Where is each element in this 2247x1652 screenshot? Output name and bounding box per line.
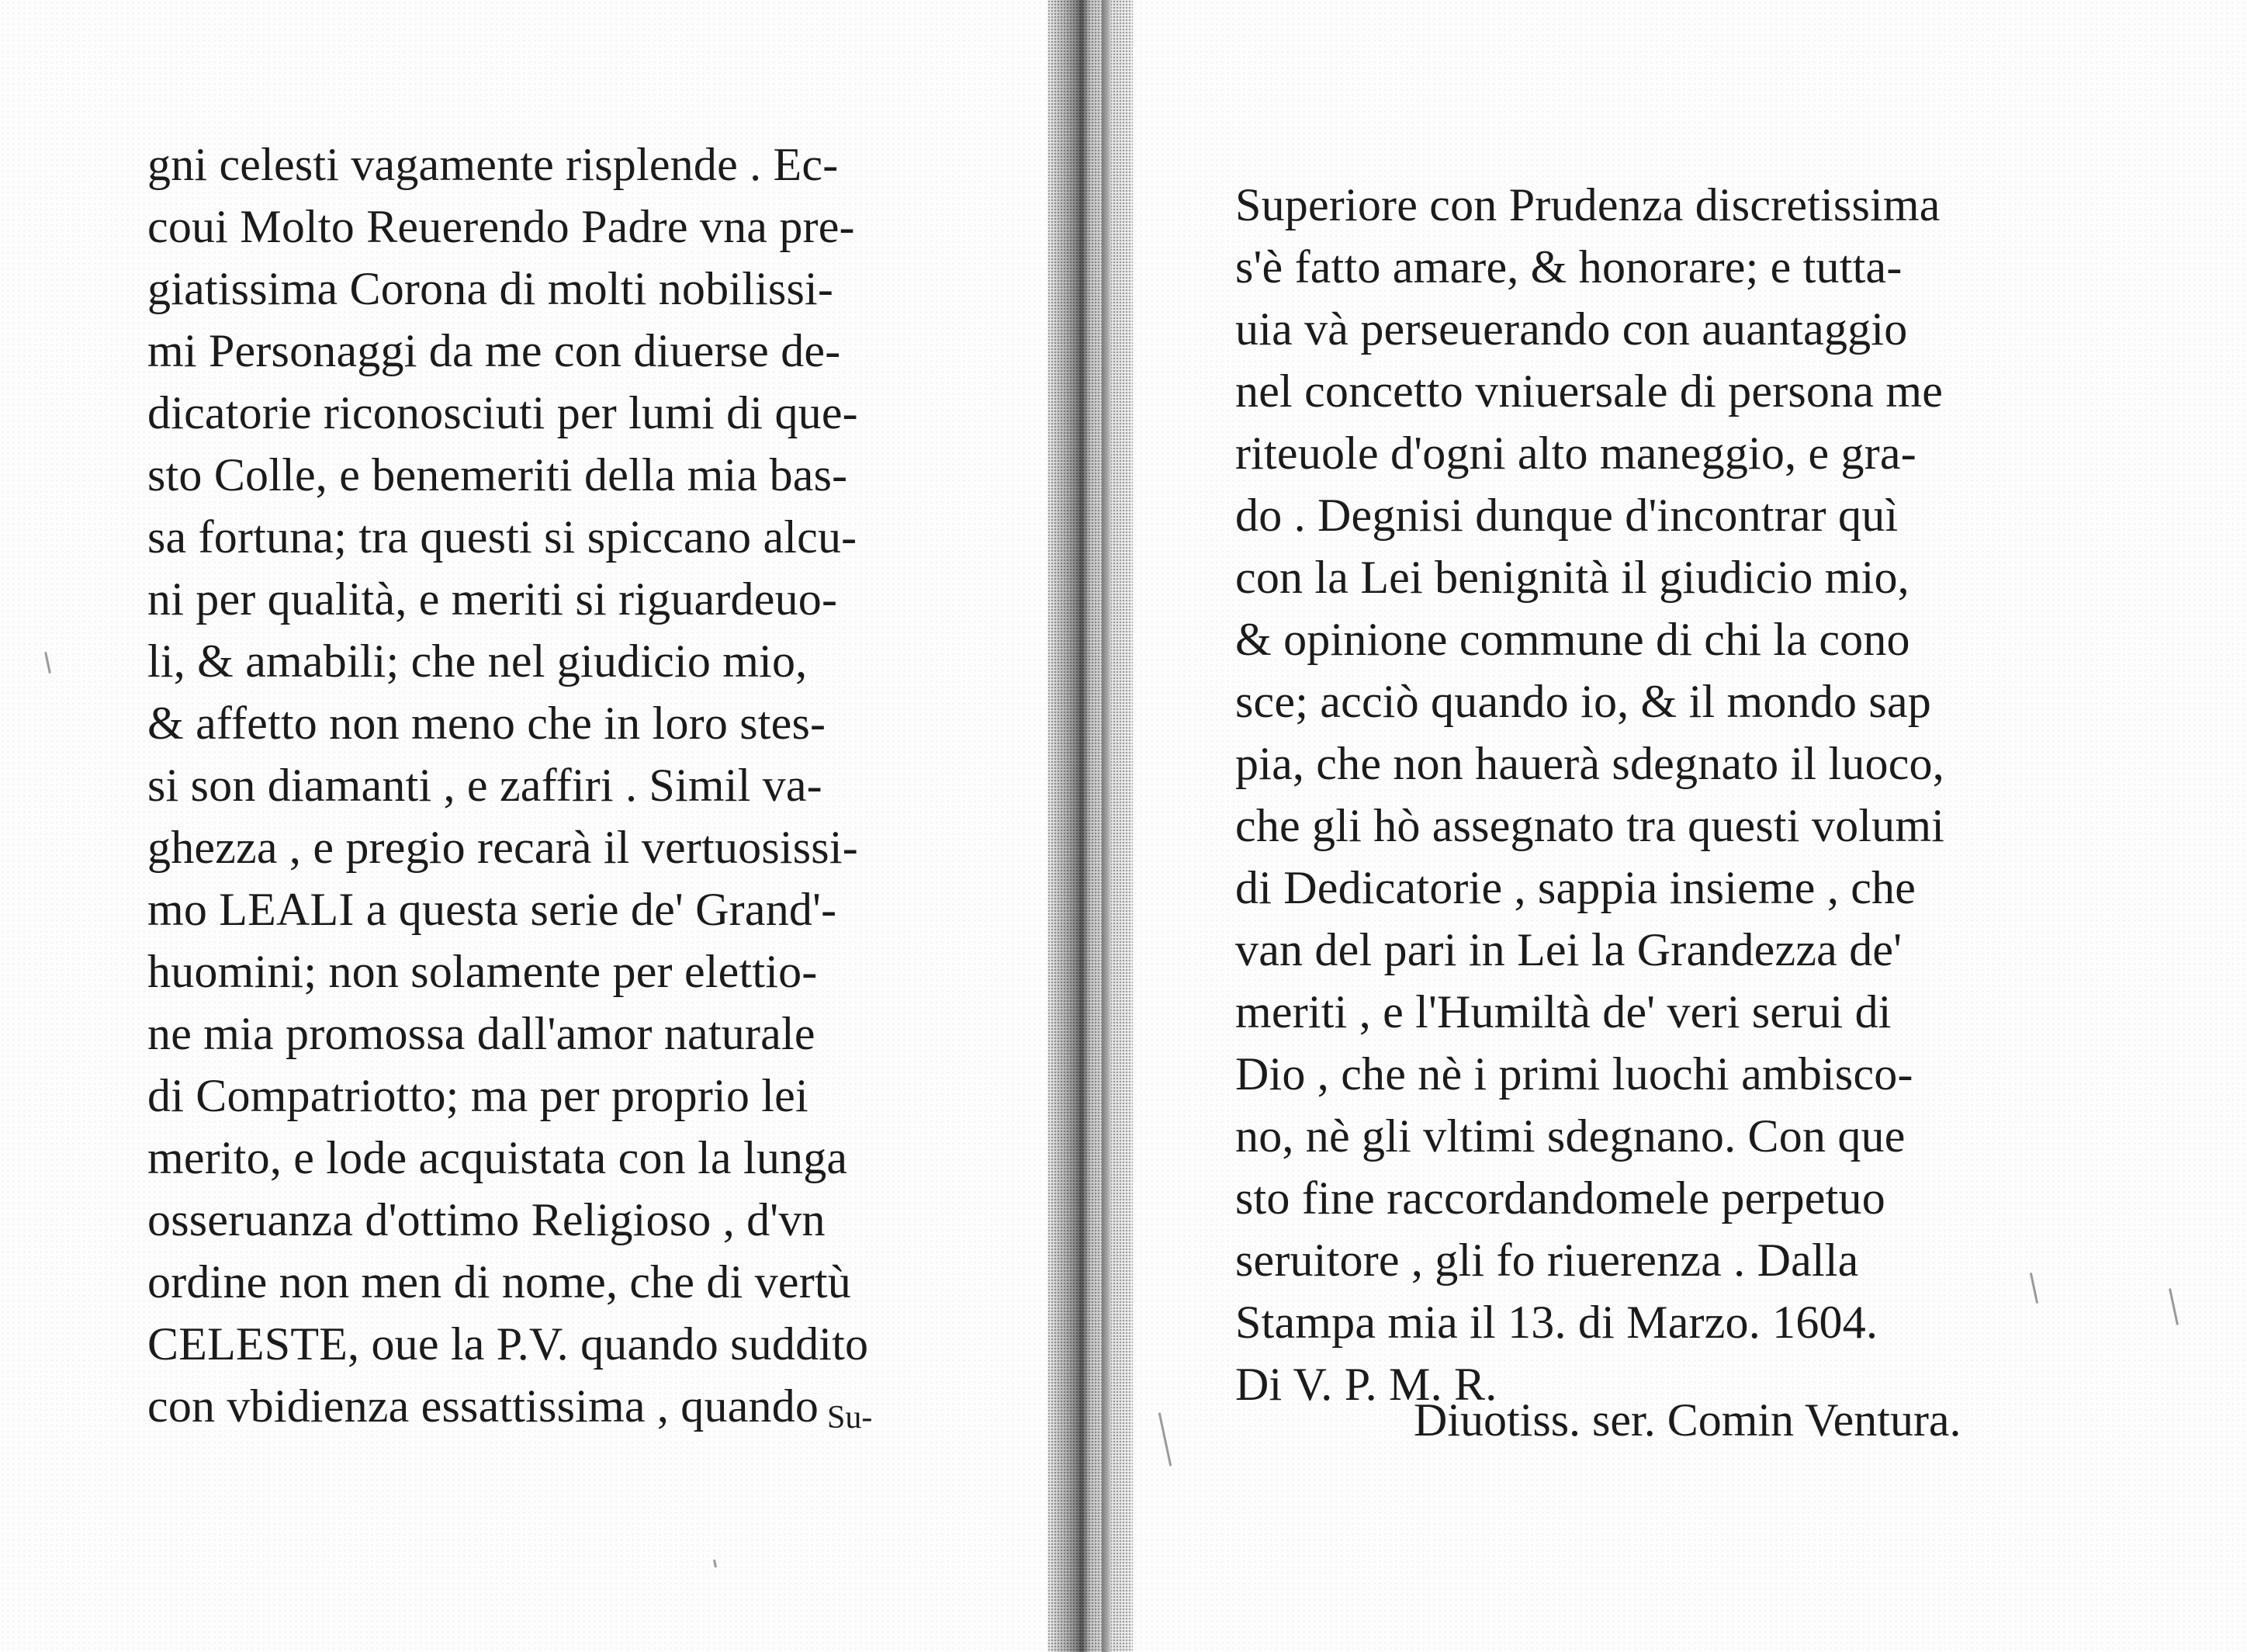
catchword: Su- <box>827 1400 873 1436</box>
text-line: ordine non men di nome, che di vertù <box>147 1256 851 1307</box>
text-line: con vbidienza essattissima , quando <box>147 1380 819 1432</box>
text-line: ne mia promossa dall'amor naturale <box>147 1008 815 1059</box>
text-line: di Dedicatorie , sappia insieme , che <box>1235 862 1916 913</box>
text-line: Di V. P. M. R. <box>1235 1359 1497 1410</box>
text-line: ni per qualità, e meriti si riguardeuo- <box>147 573 838 625</box>
text-line: Stampa mia il 13. di Marzo. 1604. <box>1235 1297 1878 1348</box>
text-line: do . Degnisi dunque d'incontrar quì <box>1235 490 1899 541</box>
signature-line: Diuotiss. ser. Comin Ventura. <box>1414 1394 1961 1446</box>
text-line: Superiore con Prudenza discretissima <box>1235 179 1941 230</box>
text-line: gni celesti vagamente risplende . Ec- <box>147 139 839 190</box>
text-line: van del pari in Lei la Grandezza de' <box>1235 924 1903 975</box>
text-line: li, & amabili; che nel giudicio mio, <box>147 636 808 687</box>
text-line: giatissima Corona di molti nobilissi- <box>147 263 834 314</box>
text-line: nel concetto vniuersale di persona me <box>1235 365 1944 417</box>
paper-speck <box>713 1560 717 1567</box>
text-line: riteuole d'ogni alto maneggio, e gra- <box>1235 428 1916 479</box>
text-line: & affetto non meno che in loro stes- <box>147 698 826 749</box>
right-page-text <box>1235 174 2089 1415</box>
text-line: pia, che non hauerà sdegnato il luoco, <box>1235 738 1944 789</box>
text-line: che gli hò assegnato tra questi volumi <box>1235 800 1945 851</box>
left-page-text <box>147 133 1001 1437</box>
text-line: s'è fatto amare, & honorare; e tutta- <box>1235 241 1903 293</box>
text-line: & opinione commune di chi la cono <box>1235 614 1910 665</box>
text-line: sto Colle, e benemeriti della mia bas- <box>147 449 848 500</box>
text-line: mo LEALI a questa serie de' Grand'- <box>147 884 837 935</box>
text-line: si son diamanti , e zaffiri . Simil va- <box>147 760 822 811</box>
text-line: no, nè gli vltimi sdegnano. Con que <box>1235 1110 1906 1162</box>
text-line: sa fortuna; tra questi si spiccano alcu- <box>147 511 857 563</box>
gutter-fold <box>1102 0 1111 1652</box>
text-line: merito, e lode acquistata con la lunga <box>147 1132 848 1183</box>
text-line: seruitore , gli fo riuerenza . Dalla <box>1235 1235 1859 1286</box>
text-line: mi Personaggi da me con diuerse de- <box>147 325 841 376</box>
text-line: meriti , e l'Humiltà de' veri serui di <box>1235 986 1892 1037</box>
text-line: sce; acciò quando io, & il mondo sap <box>1235 676 1932 727</box>
left-page <box>0 0 1047 1652</box>
text-line: uia và perseuerando con auantaggio <box>1235 303 1908 355</box>
text-line: sto fine raccordandomele perpetuo <box>1235 1172 1885 1224</box>
text-line: osseruanza d'ottimo Religioso , d'vn <box>147 1194 826 1245</box>
text-line: con la Lei benignità il giudicio mio, <box>1235 552 1909 603</box>
text-line: huomini; non solamente per elettio- <box>147 946 818 997</box>
text-line: dicatorie riconosciuti per lumi di que- <box>147 387 858 438</box>
book-gutter <box>1047 0 1133 1652</box>
text-line: coui Molto Reuerendo Padre vna pre- <box>147 201 855 252</box>
text-line: CELESTE, oue la P.V. quando suddito <box>147 1318 869 1370</box>
paper-speck <box>2169 1288 2179 1325</box>
text-line: di Compatriotto; ma per proprio lei <box>147 1070 808 1121</box>
text-line: ghezza , e pregio recarà il vertuosissi- <box>147 822 858 873</box>
text-line: Dio , che nè i primi luochi ambisco- <box>1235 1048 1913 1100</box>
paper-speck <box>1158 1412 1172 1466</box>
paper-speck <box>44 652 51 674</box>
